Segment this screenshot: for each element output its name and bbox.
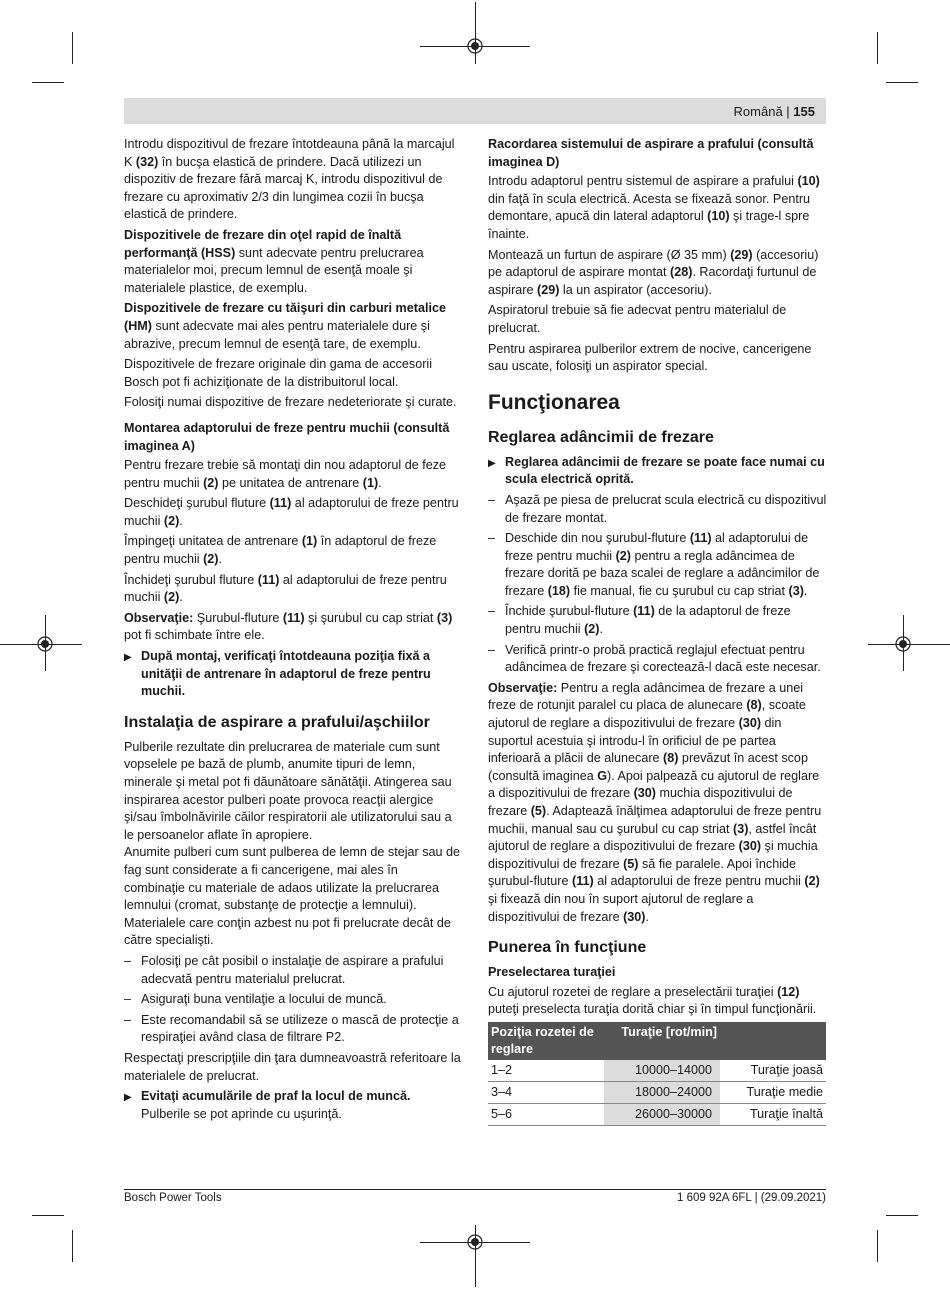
table-cell: 10000–14000	[604, 1060, 720, 1082]
footer-divider	[124, 1189, 826, 1190]
crop-mark	[32, 1215, 64, 1216]
list-item: – Este recomandabil să se utilizeze o mască de protecţie a respiraţiei având clasa de filtrare P2.	[124, 1012, 462, 1047]
table-cell: Turaţie înaltă	[720, 1103, 826, 1125]
right-column	[488, 136, 828, 1126]
table-row	[488, 1060, 826, 1082]
list-item: – Aşază pe piesa de prelucrat scula electrică cu dispozitivul de frezare montat.	[488, 492, 828, 527]
section-subheading: Racordarea sistemului de aspirare a prafului (consultă imaginea D)	[488, 137, 814, 169]
arrow-right-icon: ▶	[124, 1092, 132, 1104]
table-cell: Turaţie medie	[720, 1081, 826, 1103]
registration-mark-icon	[36, 635, 54, 653]
speed-table	[488, 1022, 826, 1126]
registration-mark-icon	[894, 635, 912, 653]
section-subheading: Montarea adaptorului de freze pentru muchii (consultă imaginea A)	[124, 420, 450, 453]
arrow-right-icon: ▶	[488, 457, 496, 469]
paragraph: Deschideţi şurubul fluture (11) al adaptorului de freze pentru muchii (2).	[124, 496, 459, 528]
list-item: – Deschide din nou şurubul-fluture (11) al adaptorului de freze pentru muchii (2) pentru a regla adâncimea de frezare dorită pe baza scalei de reglare a adâncimilor de frezare (18) fie manual, fie cu şurubul cu cap striat (3).	[488, 530, 828, 600]
table-cell: 1–2	[488, 1060, 604, 1082]
arrow-right-icon: ▶	[124, 652, 132, 664]
paragraph: Închideţi şurubul fluture (11) al adaptorului de freze pentru muchii (2).	[124, 572, 447, 605]
paragraph: Anumite pulberi cum sunt pulberea de lemn de stejar sau de fag sunt considerate a fi cancerigene, mai ales în combinaţie cu materiale de adaos utilizate la prelucrarea lemnului (cromat, substanţe de protecţie a lemnului). Materialele care conţin azbest nu pot fi prelucrate decât de către specialişti.	[124, 845, 461, 948]
table-cell: Turaţie joasă	[720, 1060, 826, 1082]
dash-bullet-icon: –	[488, 642, 496, 657]
list-item: – Verifică printr-o probă practică reglajul efectuat pentru adâncimea de frezare şi corectează-l dacă este necesar.	[488, 642, 828, 677]
paragraph: Pentru aspirarea pulberilor extrem de nocive, cancerigene sau uscate, folosiţi un aspirator special.	[488, 341, 812, 374]
paragraph: Pulberile rezultate din prelucrarea de materiale cum sunt vopselele pe bază de plumb, anumite tipuri de lemn, minerale şi metal pot fi dăunătoare sănătăţii. Atingerea sau inspirarea acestor pulberi poate provoca reacţii alergice şi/sau îmbolnăvirile căilor respiratorii ale utilizatorului sau a le persoanelor aflate în apropiere.	[124, 739, 452, 842]
header-language: Română	[733, 104, 783, 119]
table-row	[488, 1081, 826, 1103]
paragraph: Dispozitivele de frezare originale din gama de accesorii Bosch pot fi achiziţionate de la distribuitorul local.	[124, 357, 433, 389]
list-item: – Folosiţi pe cât posibil o instalaţie de aspirare a prafului adecvată pentru materialul prelucrat.	[124, 953, 462, 988]
note-paragraph: Observaţie: Pentru a regla adâncimea de frezare a unei freze de rotunjit paralel cu placa de alunecare (8), scoate ajutorul de reglare a dispozitivului de frezare (30) din suportul acestuia şi introdu-l în orificiul de pe partea inferioară a plăcii de alunecare (8) prevăzut în acest scop (consultă imaginea G). Apoi palpează cu ajutorul de reglare a dispozitivului de frezare (30) muchia dispozitivului de frezare (5). Adaptează înălţimea adaptorului de freze pentru muchii, manual sau cu şurubul cu cap striat (3), astfel încât ajutorul de reglare a dispozitivului de frezare (30) şi muchia dispozitivului de frezare (5) să fie paralele. Apoi închide şurubul-fluture (11) al adaptorului de freze pentru muchii (2) şi fixează din nou în suport ajutorul de reglare a dispozitivului de frezare (30).	[488, 680, 822, 924]
dash-bullet-icon: –	[124, 992, 132, 1007]
header-bar	[124, 98, 826, 124]
dash-bullet-icon: –	[488, 492, 496, 507]
footer-brand: Bosch Power Tools	[124, 1192, 222, 1204]
section-heading: Reglarea adâncimii de frezare	[488, 428, 714, 446]
crop-mark	[886, 82, 918, 83]
paragraph: Aspiratorul trebuie să fie adecvat pentru materialul de prelucrat.	[488, 303, 787, 335]
page-number: 155	[793, 104, 815, 119]
table-header-cell: Turaţie [rot/min]	[604, 1022, 720, 1060]
crop-mark	[886, 1215, 918, 1216]
page-header: Română | 155	[733, 104, 815, 119]
paragraph: Împingeţi unitatea de antrenare (1) în adaptorul de freze pentru muchii (2).	[124, 534, 437, 567]
crop-mark	[72, 1230, 73, 1262]
list-item: – Închide şurubul-fluture (11) de la adaptorul de freze pentru muchii (2).	[488, 603, 828, 638]
table-header-cell: Poziţia rozetei de reglare	[488, 1022, 604, 1060]
dash-bullet-icon: –	[124, 953, 132, 968]
paragraph: Respectaţi prescripţiile din ţara dumneavoastră referitoare la materialele de prelucrat.	[124, 1050, 461, 1083]
registration-mark-icon	[466, 1233, 484, 1251]
crop-mark	[72, 32, 73, 64]
table-header-cell	[720, 1022, 826, 1060]
section-heading: Punerea în funcţiune	[488, 939, 647, 957]
registration-mark-icon	[466, 37, 484, 55]
paragraph: Introdu dispozitivul de frezare întotdeauna până la marcajul K (32) în bucşa elastică de prindere. Dacă utilizezi un dispozitiv de frezare fără marcaj K, introdu dispozitivul de frezare cu aproximativ 2/3 din lungimea cozii în bucşa elastică de prindere.	[124, 137, 455, 222]
paragraph: Cu ajutorul rozetei de reglare a preselectării turaţiei (12) puteţi preselecta turaţia dorită chiar şi în timpul funcţionării.	[488, 984, 817, 1017]
paragraph: Introdu adaptorul pentru sistemul de aspirare a prafului (10) din faţă în scula electrică. Acesta se fixează sonor. Pentru demontare, apucă din lateral adaptorul (10) şi trage-l spre înainte.	[488, 174, 820, 241]
chapter-heading: Funcţionarea	[488, 390, 620, 414]
table-cell: 5–6	[488, 1103, 604, 1125]
paragraph: Montează un furtun de aspirare (Ø 35 mm) (29) (accesoriu) pe adaptorul de aspirare montat (28). Racordaţi furtunul de aspirare (29) la un aspirator (accesoriu).	[488, 247, 819, 297]
crop-mark	[32, 82, 64, 83]
table-cell: 26000–30000	[604, 1103, 720, 1125]
crop-mark	[877, 1230, 878, 1262]
dash-bullet-icon: –	[488, 531, 496, 546]
paragraph: Pentru frezare trebie să montaţi din nou adaptorul de feze pentru muchii (2) pe unitatea de antrenare (1).	[124, 458, 447, 490]
paragraph: Dispozitivele de frezare cu tăişuri din carburi metalice (HM) sunt adecvate mai ales pentru materialele dure şi abrazive, precum lemnul de esenţă tare, de exemplu.	[124, 301, 446, 351]
section-subheading: Preselectarea turaţiei	[488, 965, 616, 980]
paragraph: Folosiţi numai dispozitive de frezare nedeteriorate şi curate.	[124, 395, 457, 410]
table-row	[488, 1103, 826, 1125]
warning-item: ▶ După montaj, verificaţi întotdeauna poziţia fixă a unităţii de antrenare în adaptorul de freze pentru muchii.	[124, 648, 462, 701]
dash-bullet-icon: –	[488, 604, 496, 619]
table-cell: 3–4	[488, 1081, 604, 1103]
section-heading: Instalaţia de aspirare a prafului/aşchiilor	[124, 713, 430, 731]
footer-doc-id: 1 609 92A 6FL | (29.09.2021)	[677, 1192, 826, 1204]
warning-item: ▶ Evitaţi acumulările de praf la locul de muncă. Pulberile se pot aprinde cu uşurinţă.	[124, 1088, 462, 1123]
list-item: – Asiguraţi buna ventilaţie a locului de muncă.	[124, 991, 462, 1009]
crop-mark	[877, 32, 878, 64]
left-column	[124, 136, 462, 1126]
warning-item: ▶ Reglarea adâncimii de frezare se poate face numai cu scula electrică oprită.	[488, 454, 828, 489]
note-paragraph: Observaţie: Şurubul-fluture (11) şi şurubul cu cap striat (3) pot fi schimbate între ele.	[124, 610, 453, 643]
table-header-row	[488, 1022, 826, 1060]
paragraph: Dispozitivele de frezare din oţel rapid de înaltă performanţă (HSS) sunt adecvate pentru prelucrarea materialelor moi, precum lemnul de esenţă moale şi materialele plastice, de exemplu.	[124, 227, 424, 295]
dash-bullet-icon: –	[124, 1012, 132, 1027]
table-cell: 18000–24000	[604, 1081, 720, 1103]
